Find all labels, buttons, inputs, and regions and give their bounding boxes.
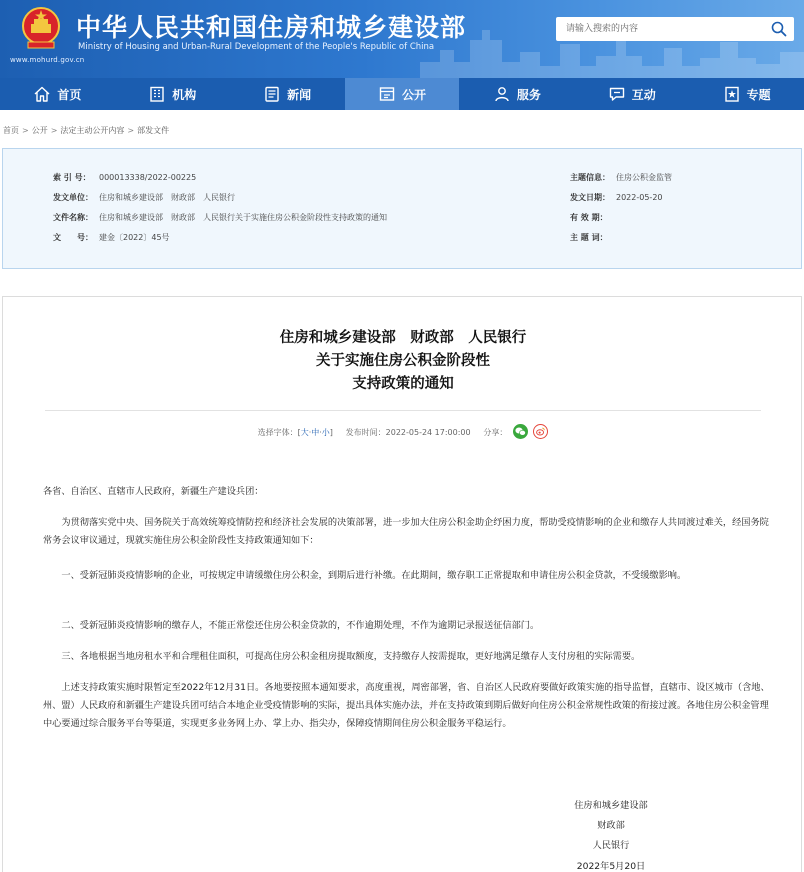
paragraph: 为贯彻落实党中央、国务院关于高效统筹疫情防控和经济社会发展的决策部署，进一步加大住房公积金助企纾困力度，帮助受疫情影响的企业和缴存人共同渡过难关，经国务院常务会议审议通过，现就实施住房公积金阶段性支持政策通知如下： bbox=[43, 517, 769, 546]
site-title[interactable]: 中华人民共和国住房和城乡建设部 bbox=[76, 13, 467, 42]
title-divider bbox=[45, 410, 761, 411]
signature-date: 2022年5月20日 bbox=[576, 861, 646, 872]
publish-time: 发布时间：2022-05-24 17:00:00 bbox=[345, 428, 471, 437]
nav-item-label: 机构 bbox=[172, 87, 197, 102]
breadcrumb-item[interactable]: 法定主动公开内容 bbox=[60, 126, 125, 135]
article-title-line-3: 支持政策的通知 bbox=[352, 376, 454, 392]
nav-item-news[interactable] bbox=[230, 78, 345, 110]
article-title-line-1: 住房和城乡建设部 财政部 人民银行 bbox=[279, 330, 527, 346]
document-meta bbox=[2, 148, 802, 269]
signature-mof: 财政部 bbox=[597, 820, 625, 831]
search-input[interactable] bbox=[556, 17, 766, 41]
site-url: www.mohurd.gov.cn bbox=[10, 56, 85, 64]
paragraph: 二、受新冠肺炎疫情影响的缴存人，不能正常偿还住房公积金贷款的，不作逾期处理，不作为逾期记录报送征信部门。 bbox=[61, 620, 540, 631]
wechat-share-icon[interactable] bbox=[513, 424, 528, 439]
site-header bbox=[0, 0, 804, 78]
article bbox=[2, 296, 802, 872]
disclosure-icon bbox=[378, 85, 396, 103]
nav-item-label: 新闻 bbox=[287, 87, 312, 102]
building-icon bbox=[148, 85, 166, 103]
paragraph: 一、受新冠肺炎疫情影响的企业，可按规定申请缓缴住房公积金，到期后进行补缴。在此期间，缴存职工正常提取和申请住房公积金贷款，不受缓缴影响。 bbox=[61, 570, 687, 581]
font-size-medium[interactable]: 中 bbox=[311, 428, 320, 437]
news-icon bbox=[263, 85, 281, 103]
weibo-share-icon[interactable] bbox=[533, 424, 548, 439]
nav-item-label: 专题 bbox=[746, 87, 771, 102]
meta-issuer: 发文单位： 住房和城乡建设部 财政部 人民银行 bbox=[53, 193, 235, 202]
meta-topic: 主题信息： 住房公积金监管 bbox=[570, 173, 672, 182]
national-emblem-icon bbox=[22, 6, 60, 52]
nav-item-label: 互动 bbox=[631, 87, 656, 102]
share-label: 分享： bbox=[483, 428, 508, 437]
paragraph: 上述支持政策实施时限暂定至2022年12月31日。各地要按照本通知要求，高度重视，周密部署，省、自治区人民政府要做好政策实施的指导监督，直辖市、设区城市（含地、州、盟）人民政府和新疆生产建设兵团可结合本地企业受疫情影响的实际，提出具体实施办法，并在支持政策到期后做好向住房公积金常规性政策的衔接过渡。各地住房公积金管理中心要通过综合服务平台等渠道，实现更多业务网上办、掌上办、指尖办，保障疫情期间住房公积金服务平稳运行。 bbox=[43, 682, 770, 729]
nav-item-org[interactable] bbox=[115, 78, 230, 110]
salutation: 各省、自治区、直辖市人民政府，新疆生产建设兵团： bbox=[43, 486, 264, 497]
font-size-large[interactable]: 大 bbox=[300, 428, 309, 437]
breadcrumb-item[interactable]: 首页 bbox=[3, 126, 19, 135]
meta-date: 发文日期： 2022-05-20 bbox=[570, 193, 663, 202]
meta-filename: 文件名称： 住房和城乡建设部 财政部 人民银行关于实施住房公积金阶段性支持政策的通知 bbox=[53, 213, 387, 222]
meta-validity: 有 效 期： bbox=[570, 213, 608, 222]
article-title-line-2: 关于实施住房公积金阶段性 bbox=[316, 353, 490, 369]
nav-item-topic[interactable] bbox=[689, 78, 804, 110]
nav-item-service[interactable] bbox=[459, 78, 574, 110]
nav-item-label: 首页 bbox=[57, 87, 82, 102]
main-nav bbox=[0, 78, 804, 110]
font-size-small[interactable]: 小 bbox=[321, 428, 330, 437]
service-icon bbox=[493, 85, 511, 103]
topic-icon bbox=[723, 85, 741, 103]
nav-item-label: 服务 bbox=[516, 87, 541, 102]
search-box bbox=[556, 17, 794, 41]
nav-item-home[interactable] bbox=[0, 78, 115, 110]
nav-item-interaction[interactable] bbox=[574, 78, 689, 110]
meta-keywords: 主 题 词： bbox=[570, 233, 608, 242]
signature-pboc: 人民银行 bbox=[592, 840, 630, 851]
breadcrumb: 首页 > 公开 > 法定主动公开内容 > 部发文件 bbox=[3, 126, 170, 135]
site-subtitle: Ministry of Housing and Urban-Rural Development of the People's Republic of China bbox=[78, 42, 435, 52]
nav-item-disclosure[interactable] bbox=[345, 78, 460, 110]
home-icon bbox=[33, 85, 51, 103]
breadcrumb-item[interactable]: 公开 bbox=[31, 126, 48, 135]
breadcrumb-item[interactable]: 部发文件 bbox=[137, 126, 170, 135]
paragraph: 三、各地根据当地房租水平和合理租住面积，可提高住房公积金租房提取额度，支持缴存人按需提取，更好地满足缴存人支付房租的实际需要。 bbox=[61, 651, 641, 662]
article-tools: 选择字体：[大·中·小] 发布时间：2022-05-24 17:00:00 分享： bbox=[3, 425, 803, 440]
interaction-icon bbox=[608, 85, 626, 103]
font-size-label: 选择字体：[ bbox=[257, 428, 301, 437]
meta-index: 索 引 号： 000013338/2022-00225 bbox=[53, 173, 197, 182]
nav-item-label: 公开 bbox=[402, 87, 427, 102]
search-icon[interactable] bbox=[770, 20, 788, 38]
signature-moh: 住房和城乡建设部 bbox=[574, 800, 648, 811]
meta-docno: 文 号： 建金〔2022〕45号 bbox=[53, 233, 170, 242]
